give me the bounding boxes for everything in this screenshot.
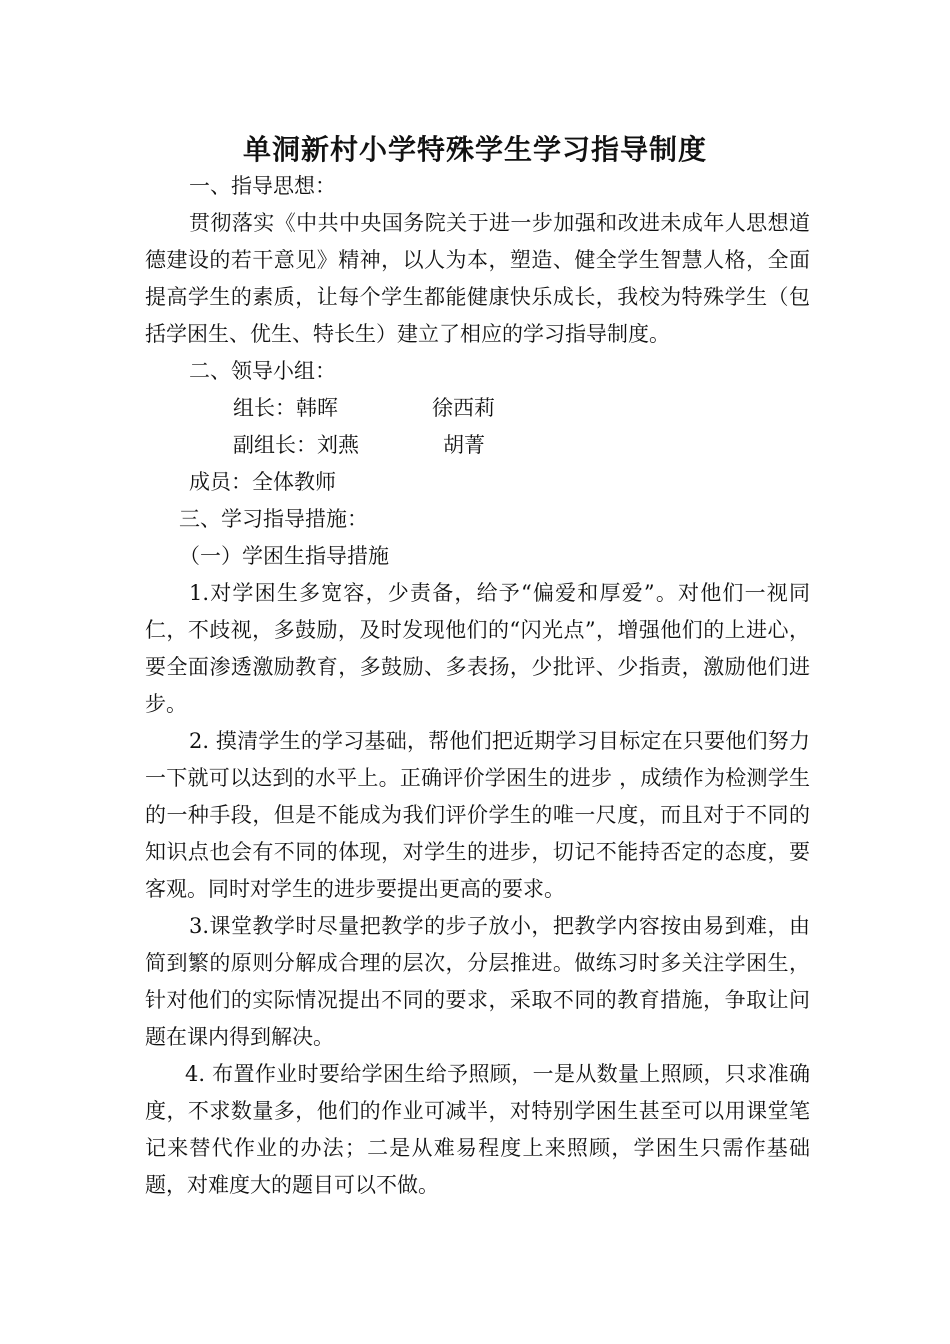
deputy-leader-label: 副组长：刘燕 [233, 433, 359, 457]
deputy-leader-second-name: 胡菁 [443, 433, 485, 457]
document-title: 单洞新村小学特殊学生学习指导制度 [242, 133, 707, 166]
leader-line [145, 390, 810, 427]
measure-item-2: 2. 摸清学生的学习基础，帮他们把近期学习目标定在只要他们努力一下就可以达到的水平上。正确评价学困生的进步 ，成绩作为检测学生的一种手段，但是不能成为我们评价学生的唯一尺度，而且对于不同的知识点也会有不同的体现，对学生的进步，切记不能持否定的态度，要客观。同时对学生的进步要提出更高的要求。 [145, 729, 810, 901]
leader-label: 组长：韩晖 [233, 396, 338, 420]
section-heading-guiding-thought: 一、指导思想： [189, 174, 336, 198]
measure-item-1: 1.对学困生多宽容，少责备，给予“偏爱和厚爱”。对他们一视同仁，不歧视，多鼓励，及时发现他们的“闪光点”，增强他们的上进心，要全面渗透激励教育，多鼓励、多表扬，少批评、少指责，激励他们进步。 [145, 581, 810, 716]
measure-item-4: 4. 布置作业时要给学困生给予照顾，一是从数量上照顾，只求准确度，不求数量多，他们的作业可减半，对特别学困生甚至可以用课堂笔记来替代作业的办法；二是从难易程度上来照顾，学困生只需作基础题，对难度大的题目可以不做。 [145, 1062, 810, 1197]
measure-item-3: 3.课堂教学时尽量把教学的步子放小，把教学内容按由易到难，由简到繁的原则分解成合理的层次，分层推进。做练习时多关注学困生，针对他们的实际情况提出不同的要求，采取不同的教育措施，争取让问题在课内得到解决。 [145, 914, 810, 1049]
deputy-leader-line [145, 427, 810, 464]
paragraph-guiding-thought: 贯彻落实《中共中央国务院关于进一步加强和改进未成年人思想道德建设的若干意见》精神，以人为本，塑造、健全学生智慧人格，全面提高学生的素质，让每个学生都能健康快乐成长，我校为特殊学生（包括学困生、优生、特长生）建立了相应的学习指导制度。 [145, 211, 810, 346]
section-heading-leadership-group: 二、领导小组： [189, 359, 336, 383]
section-heading-measures: 三、学习指导措施： [179, 507, 368, 531]
members-line: 成员：全体教师 [189, 470, 336, 494]
leader-second-name: 徐西莉 [432, 396, 495, 420]
subheading-struggling-students: （一）学困生指导措施 [179, 544, 389, 568]
document-body [145, 168, 810, 1204]
